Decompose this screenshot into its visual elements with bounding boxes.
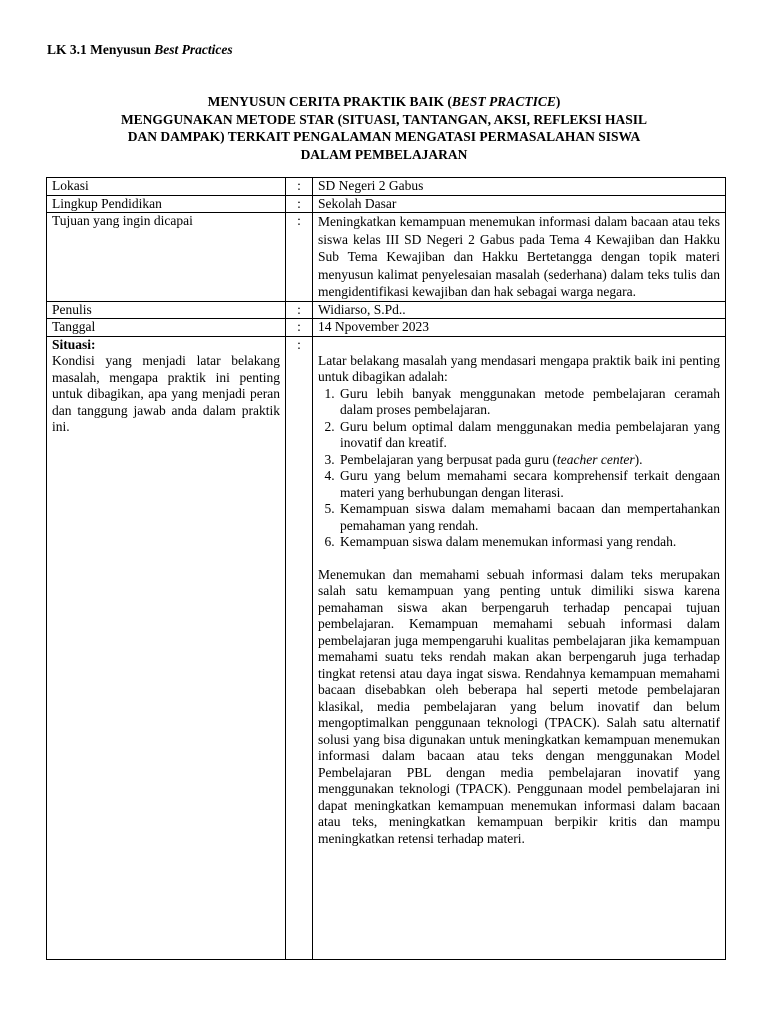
colon: : [286, 195, 313, 213]
situasi-paragraph: Menemukan dan memahami sebuah informasi dalam teks merupakan salah satu kemampuan yang penting untuk dimiliki siswa karena pemahaman siswa akan berpengaruh terhadap pencapai tujuan pembelajaran. Kemampuan memahami sebuah informasi dalam pembelajaran juga mempengaruhi kualitas pembelajaran jika kemampuan memahami suatu teks rendah makan akan berpengaruh juga terhadap tingkat retensi atau daya ingat siswa. Rendahnya kemampuan memahami bacaan disebabkan oleh beberapa hal seperti metode pembelajaran klasikal, media pembelajaran yang belum inovatif dan belum mengoptimalkan penggunaan teknologi (TPACK). Salah satu alternatif solusi yang bisa digunakan untuk meningkatkan kemampuan menemukan informasi dalam bacaan atau teks dengan menggunakan Model Pembelajaran PBL dengan media pembelajaran inovatif yang menggunakan teknologi (TPACK). Penggunaan model pembelajaran ini dapat meningkatkan kemampuan menemukan informasi dalam bacaan atau teks, meningkatkan kemampuan berpikir kritis dan mampu meningkatkan retensi terhadap materi. [318, 566, 720, 846]
label-penulis: Penulis [47, 301, 286, 319]
row-tanggal [47, 319, 726, 337]
colon: : [286, 319, 313, 337]
colon: : [286, 178, 313, 196]
title-line-2: MENGGUNAKAN METODE STAR (SITUASI, TANTANGAN, AKSI, REFLEKSI HASIL [120, 111, 648, 127]
list-item: 5. Kemampuan siswa dalam memahami bacaan dan mempertahankan pemahaman yang rendah. [338, 501, 720, 534]
label-lokasi: Lokasi [47, 178, 286, 196]
colon: : [286, 213, 313, 302]
situasi-intro: Latar belakang masalah yang mendasari mengapa praktik baik ini penting untuk dibagikan adalah: [318, 352, 720, 384]
value-lokasi: SD Negeri 2 Gabus [313, 178, 726, 196]
value-tujuan: Meningkatkan kemampuan menemukan informasi dalam bacaan atau teks siswa kelas III SD Negeri 2 Gabus pada Tema 4 Kewajiban dan Hakku Sub Tema Kewajiban dan Hakku Bertetangga dengan topik materi menyusun kalimat penyelesaian masalah (sederhana) dalam teks tulis dan mengidentifikasi kewajiban dan hak sebagai warga negara. [313, 213, 726, 302]
list-item: 2. Guru belum optimal dalam menggunakan media pembelajaran yang inovatif dan kreatif. [338, 419, 720, 452]
situasi-description: Kondisi yang menjadi latar belakang masalah, mengapa praktik ini penting untuk dibagikan, apa yang menjadi peran dan tanggung jawab anda dalam praktik ini. [52, 353, 280, 434]
list-item: 4. Guru yang belum memahami secara komprehensif terkait dengaan materi yang berhubungan dengan literasi. [338, 468, 720, 501]
list-item: 1. Guru lebih banyak menggunakan metode pembelajaran ceramah dalam proses pembelajaran. [338, 386, 720, 419]
row-lokasi [47, 178, 726, 196]
label-tujuan: Tujuan yang ingin dicapai [47, 213, 286, 302]
value-penulis: Widiarso, S.Pd.. [313, 301, 726, 319]
situasi-heading: Situasi: [52, 336, 96, 352]
title-line-3: DAN DAMPAK) TERKAIT PENGALAMAN MENGATASI PERMASALAHAN SISWA [127, 129, 641, 144]
problem-list [318, 386, 720, 551]
row-tujuan [47, 213, 726, 302]
list-item: 3. Pembelajaran yang berpusat pada guru (teacher center). [338, 452, 720, 469]
label-situasi [47, 336, 286, 959]
row-situasi [47, 336, 726, 959]
label-lingkup: Lingkup Pendidikan [47, 195, 286, 213]
row-lingkup [47, 195, 726, 213]
row-penulis [47, 301, 726, 319]
value-tanggal: 14 Npovember 2023 [313, 319, 726, 337]
best-practice-table [46, 177, 726, 960]
title-line-4: DALAM PEMBELAJARAN [300, 146, 468, 162]
title-line-1: MENYUSUN CERITA PRAKTIK BAIK (BEST PRACTICE) [207, 94, 561, 109]
colon: : [286, 301, 313, 319]
colon: : [286, 336, 313, 959]
list-item: 6. Kemampuan siswa dalam menemukan informasi yang rendah. [338, 534, 720, 551]
document-title [40, 93, 728, 163]
label-tanggal: Tanggal [47, 319, 286, 337]
value-lingkup: Sekolah Dasar [313, 195, 726, 213]
worksheet-label: LK 3.1 Menyusun Best Practices [47, 42, 233, 57]
situasi-content [313, 336, 726, 959]
